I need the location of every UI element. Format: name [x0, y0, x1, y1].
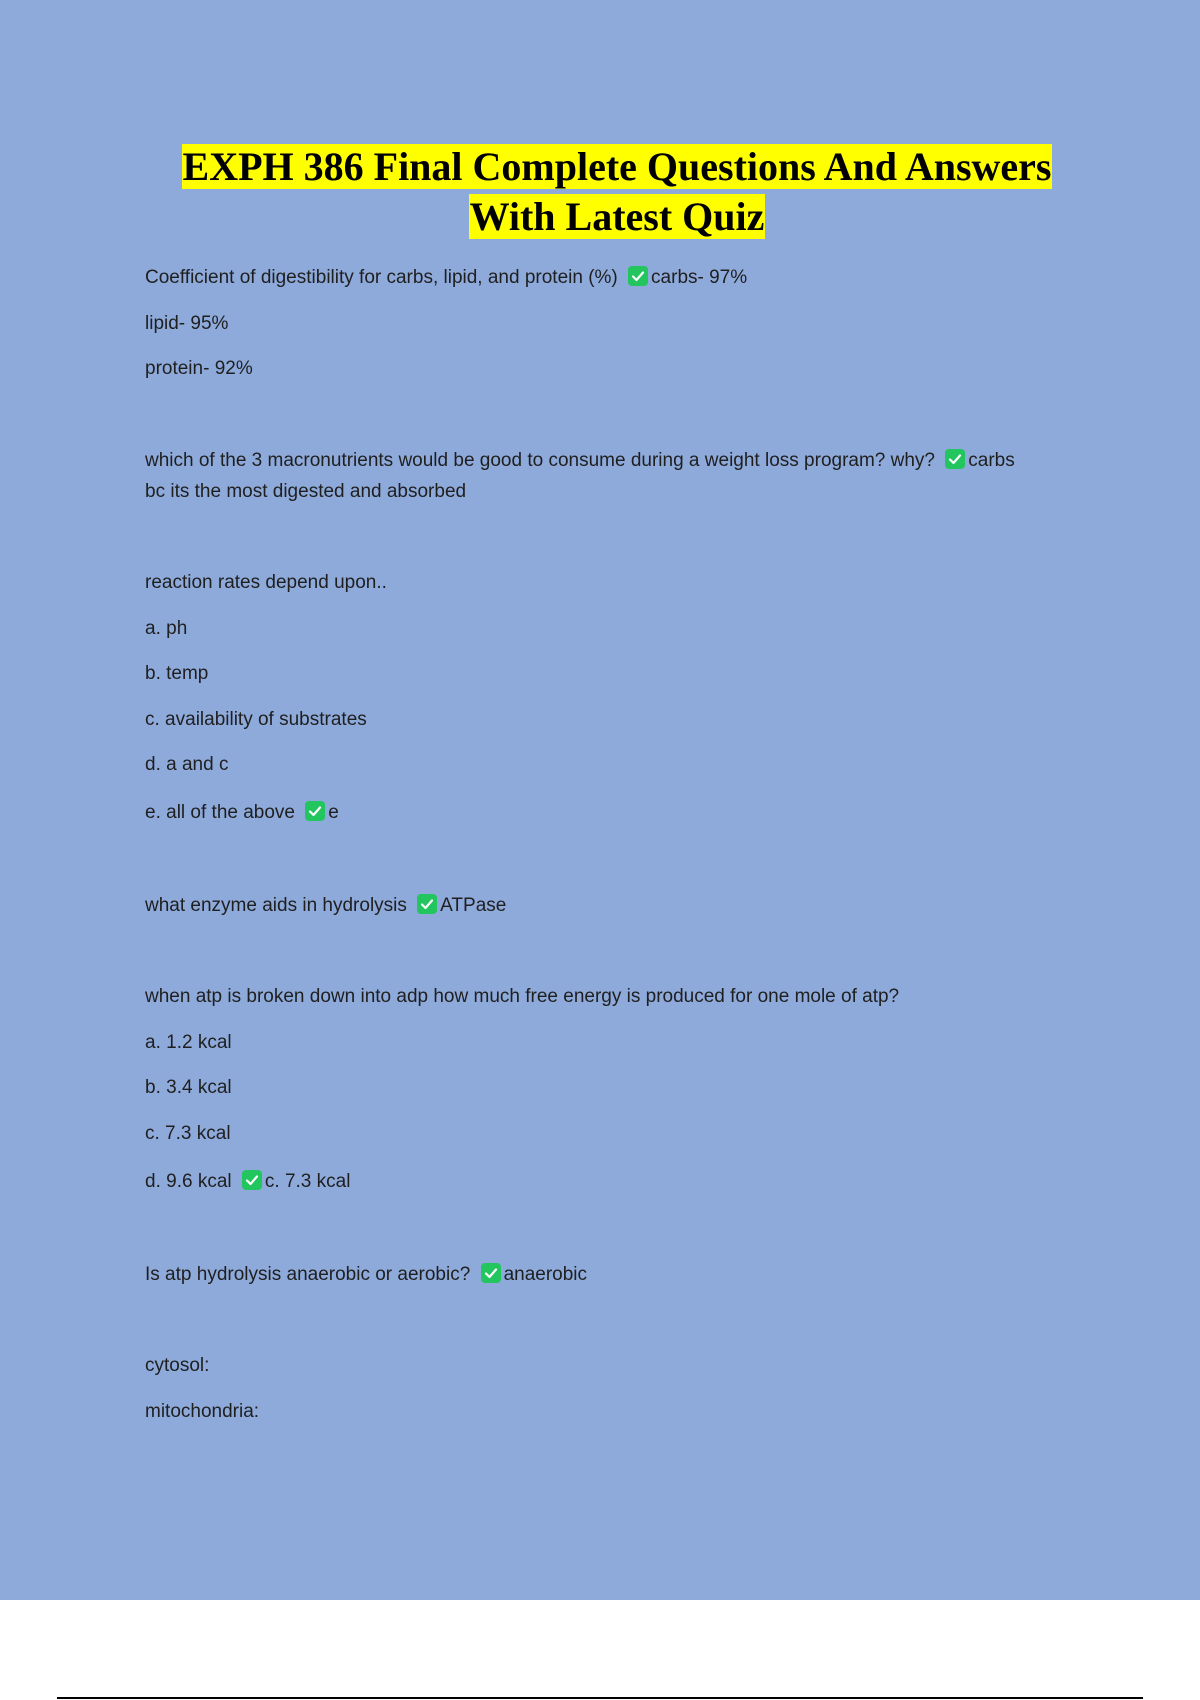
question-5: when atp is broken down into adp how much free energy is produced for one mole of atp? [145, 986, 900, 1007]
question-text: Is atp hydrolysis anaerobic or aerobic? [145, 1264, 471, 1285]
answer-text: e [328, 802, 339, 823]
question-3: reaction rates depend upon.. [145, 572, 387, 593]
answer-text: c. 7.3 kcal [264, 1171, 351, 1192]
question-text: Coefficient of digestibility for carbs, lipid, and protein (%) [145, 267, 618, 288]
title-line-1: EXPH 386 Final Complete Questions And Answers [182, 144, 1052, 189]
option-line-answer [145, 798, 339, 828]
check-mark-icon [945, 449, 965, 469]
option-line: a. ph [145, 618, 188, 639]
check-mark-icon [417, 894, 437, 914]
answer-text: anaerobic [503, 1264, 588, 1285]
question-line: mitochondria: [145, 1401, 260, 1422]
option-line: b. temp [145, 663, 209, 684]
answer-text: carbs [968, 450, 1015, 471]
check-mark-icon [305, 801, 325, 821]
answer-text: carbs- 97% [651, 267, 748, 288]
option-line: d. a and c [145, 754, 229, 775]
question-1 [145, 263, 747, 293]
answer-line: protein- 92% [145, 358, 253, 379]
option-line: c. availability of substrates [145, 709, 367, 730]
question-2 [145, 446, 1015, 476]
question-6 [145, 1260, 587, 1290]
answer-line: lipid- 95% [145, 313, 229, 334]
question-text: what enzyme aids in hydrolysis [145, 895, 407, 916]
option-line: a. 1.2 kcal [145, 1032, 232, 1053]
check-mark-icon [628, 266, 648, 286]
document-title [0, 142, 1200, 242]
option-line-answer [145, 1167, 350, 1197]
check-mark-icon [481, 1263, 501, 1283]
option-text: e. all of the above [145, 802, 295, 823]
option-line: b. 3.4 kcal [145, 1077, 232, 1098]
option-line: c. 7.3 kcal [145, 1123, 231, 1144]
check-mark-icon [242, 1170, 262, 1190]
question-line: cytosol: [145, 1355, 210, 1376]
question-text: which of the 3 macronutrients would be good to consume during a weight loss program? why? [145, 450, 935, 471]
question-4 [145, 891, 506, 921]
footer-rule [57, 1697, 1143, 1699]
option-text: d. 9.6 kcal [145, 1171, 232, 1192]
answer-text: ATPase [440, 895, 507, 916]
answer-line: bc its the most digested and absorbed [145, 481, 467, 502]
title-line-2: With Latest Quiz [469, 194, 765, 239]
